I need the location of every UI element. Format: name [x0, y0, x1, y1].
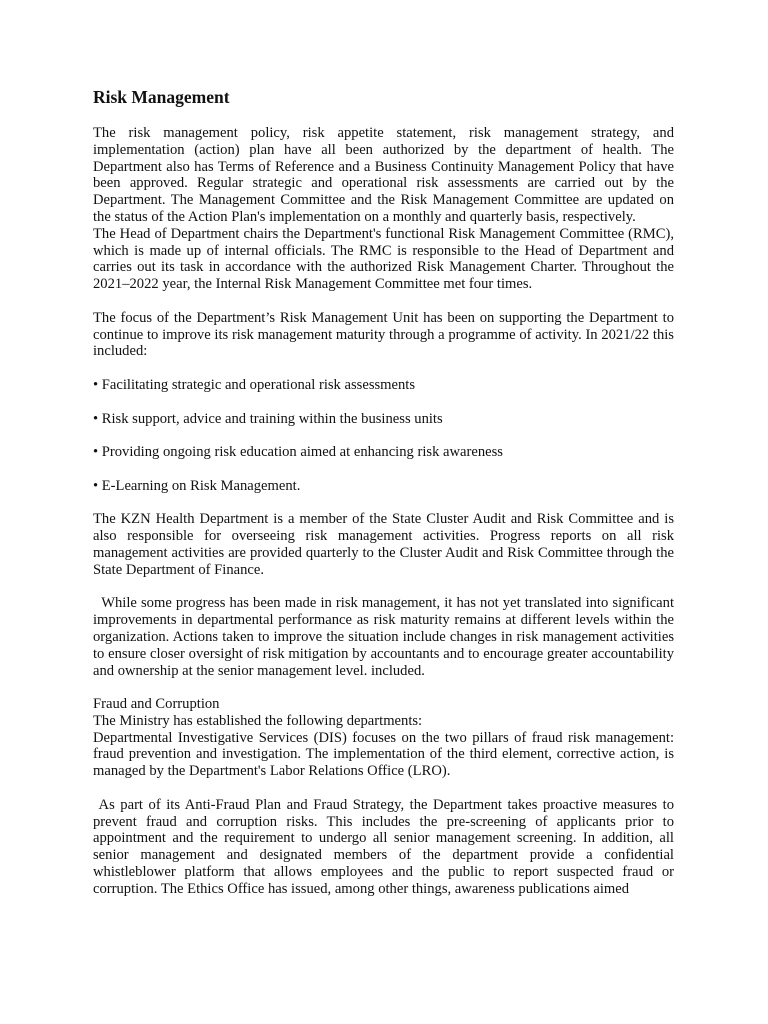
- spacer: [93, 679, 674, 696]
- spacer: [93, 427, 674, 444]
- paragraph-dis: Departmental Investigative Services (DIS) focuses on the two pillars of fraud risk management: fraud prevention and investigation. The implementation of the third element, corrective action, is managed by the Department's Labor Relations Office (LRO).: [93, 729, 674, 780]
- bullet-item: • Facilitating strategic and operational risk assessments: [93, 376, 416, 393]
- paragraph-progress: While some progress has been made in risk management, it has not yet translated into significant improvements in departmental performance as risk maturity remains at different levels within the organization. Actions taken to improve the situation include changes in risk management activities to ensure closer oversight of risk mitigation by accountants and to encourage greater accountability and ownership at the senior management level. included.: [93, 595, 678, 679]
- spacer: [93, 461, 674, 478]
- spacer: [93, 360, 674, 377]
- paragraph-policy: The risk management policy, risk appetite statement, risk management strategy, and implementation (action) plan have all been authorized by the department of health. The Department also has Terms of Reference and a Business Continuity Management Policy that have been approved. Regular strategic and operational risk assessments are carried out by the Department. The Management Committee and the Risk Management Committee are updated on the status of the Action Plan's implementation on a monthly and quarterly basis, respectively.: [93, 125, 674, 225]
- section-heading-fraud: Fraud and Corruption: [93, 696, 220, 713]
- spacer: [93, 495, 674, 512]
- paragraph-cluster: The KZN Health Department is a member of the State Cluster Audit and Risk Committee and is also responsible for overseeing risk management activities. Progress reports on all risk management activities are provided quarterly to the Cluster Audit and Risk Committee through the State Department of Finance.: [93, 511, 674, 578]
- page-title: Risk Management: [93, 87, 230, 107]
- spacer: [93, 780, 674, 797]
- paragraph-rmc: The Head of Department chairs the Department's functional Risk Management Committee (RMC), which is made up of internal officials. The RMC is responsible to the Head of Department and carries out its task in accordance with the authorized Risk Management Charter. Throughout the 2021–2022 year, the Internal Risk Management Committee met four times.: [93, 225, 674, 293]
- bullet-item: • E-Learning on Risk Management.: [93, 477, 301, 494]
- paragraph-focus: The focus of the Department’s Risk Management Unit has been on supporting the Department to continue to improve its risk management maturity through a programme of activity. In 2021/22 this included:: [93, 309, 674, 360]
- paragraph-anti-fraud: As part of its Anti-Fraud Plan and Fraud Strategy, the Department takes proactive measures to prevent fraud and corruption risks. This includes the pre-screening of applicants prior to appointment and the requirement to undergo all senior management screening. In addition, all senior management and designated members of the department provide a confidential whistleblower platform that allows employees and the public to report suspected fraud or corruption. The Ethics Office has issued, among other things, awareness publications aimed: [93, 796, 678, 897]
- bullet-item: • Providing ongoing risk education aimed at enhancing risk awareness: [93, 444, 503, 461]
- spacer: [93, 579, 674, 596]
- spacer: [93, 293, 674, 310]
- paragraph-ministry: The Ministry has established the following departments:: [93, 712, 423, 729]
- spacer: [93, 394, 674, 411]
- bullet-item: • Risk support, advice and training within the business units: [93, 410, 443, 427]
- document-page: [93, 86, 678, 898]
